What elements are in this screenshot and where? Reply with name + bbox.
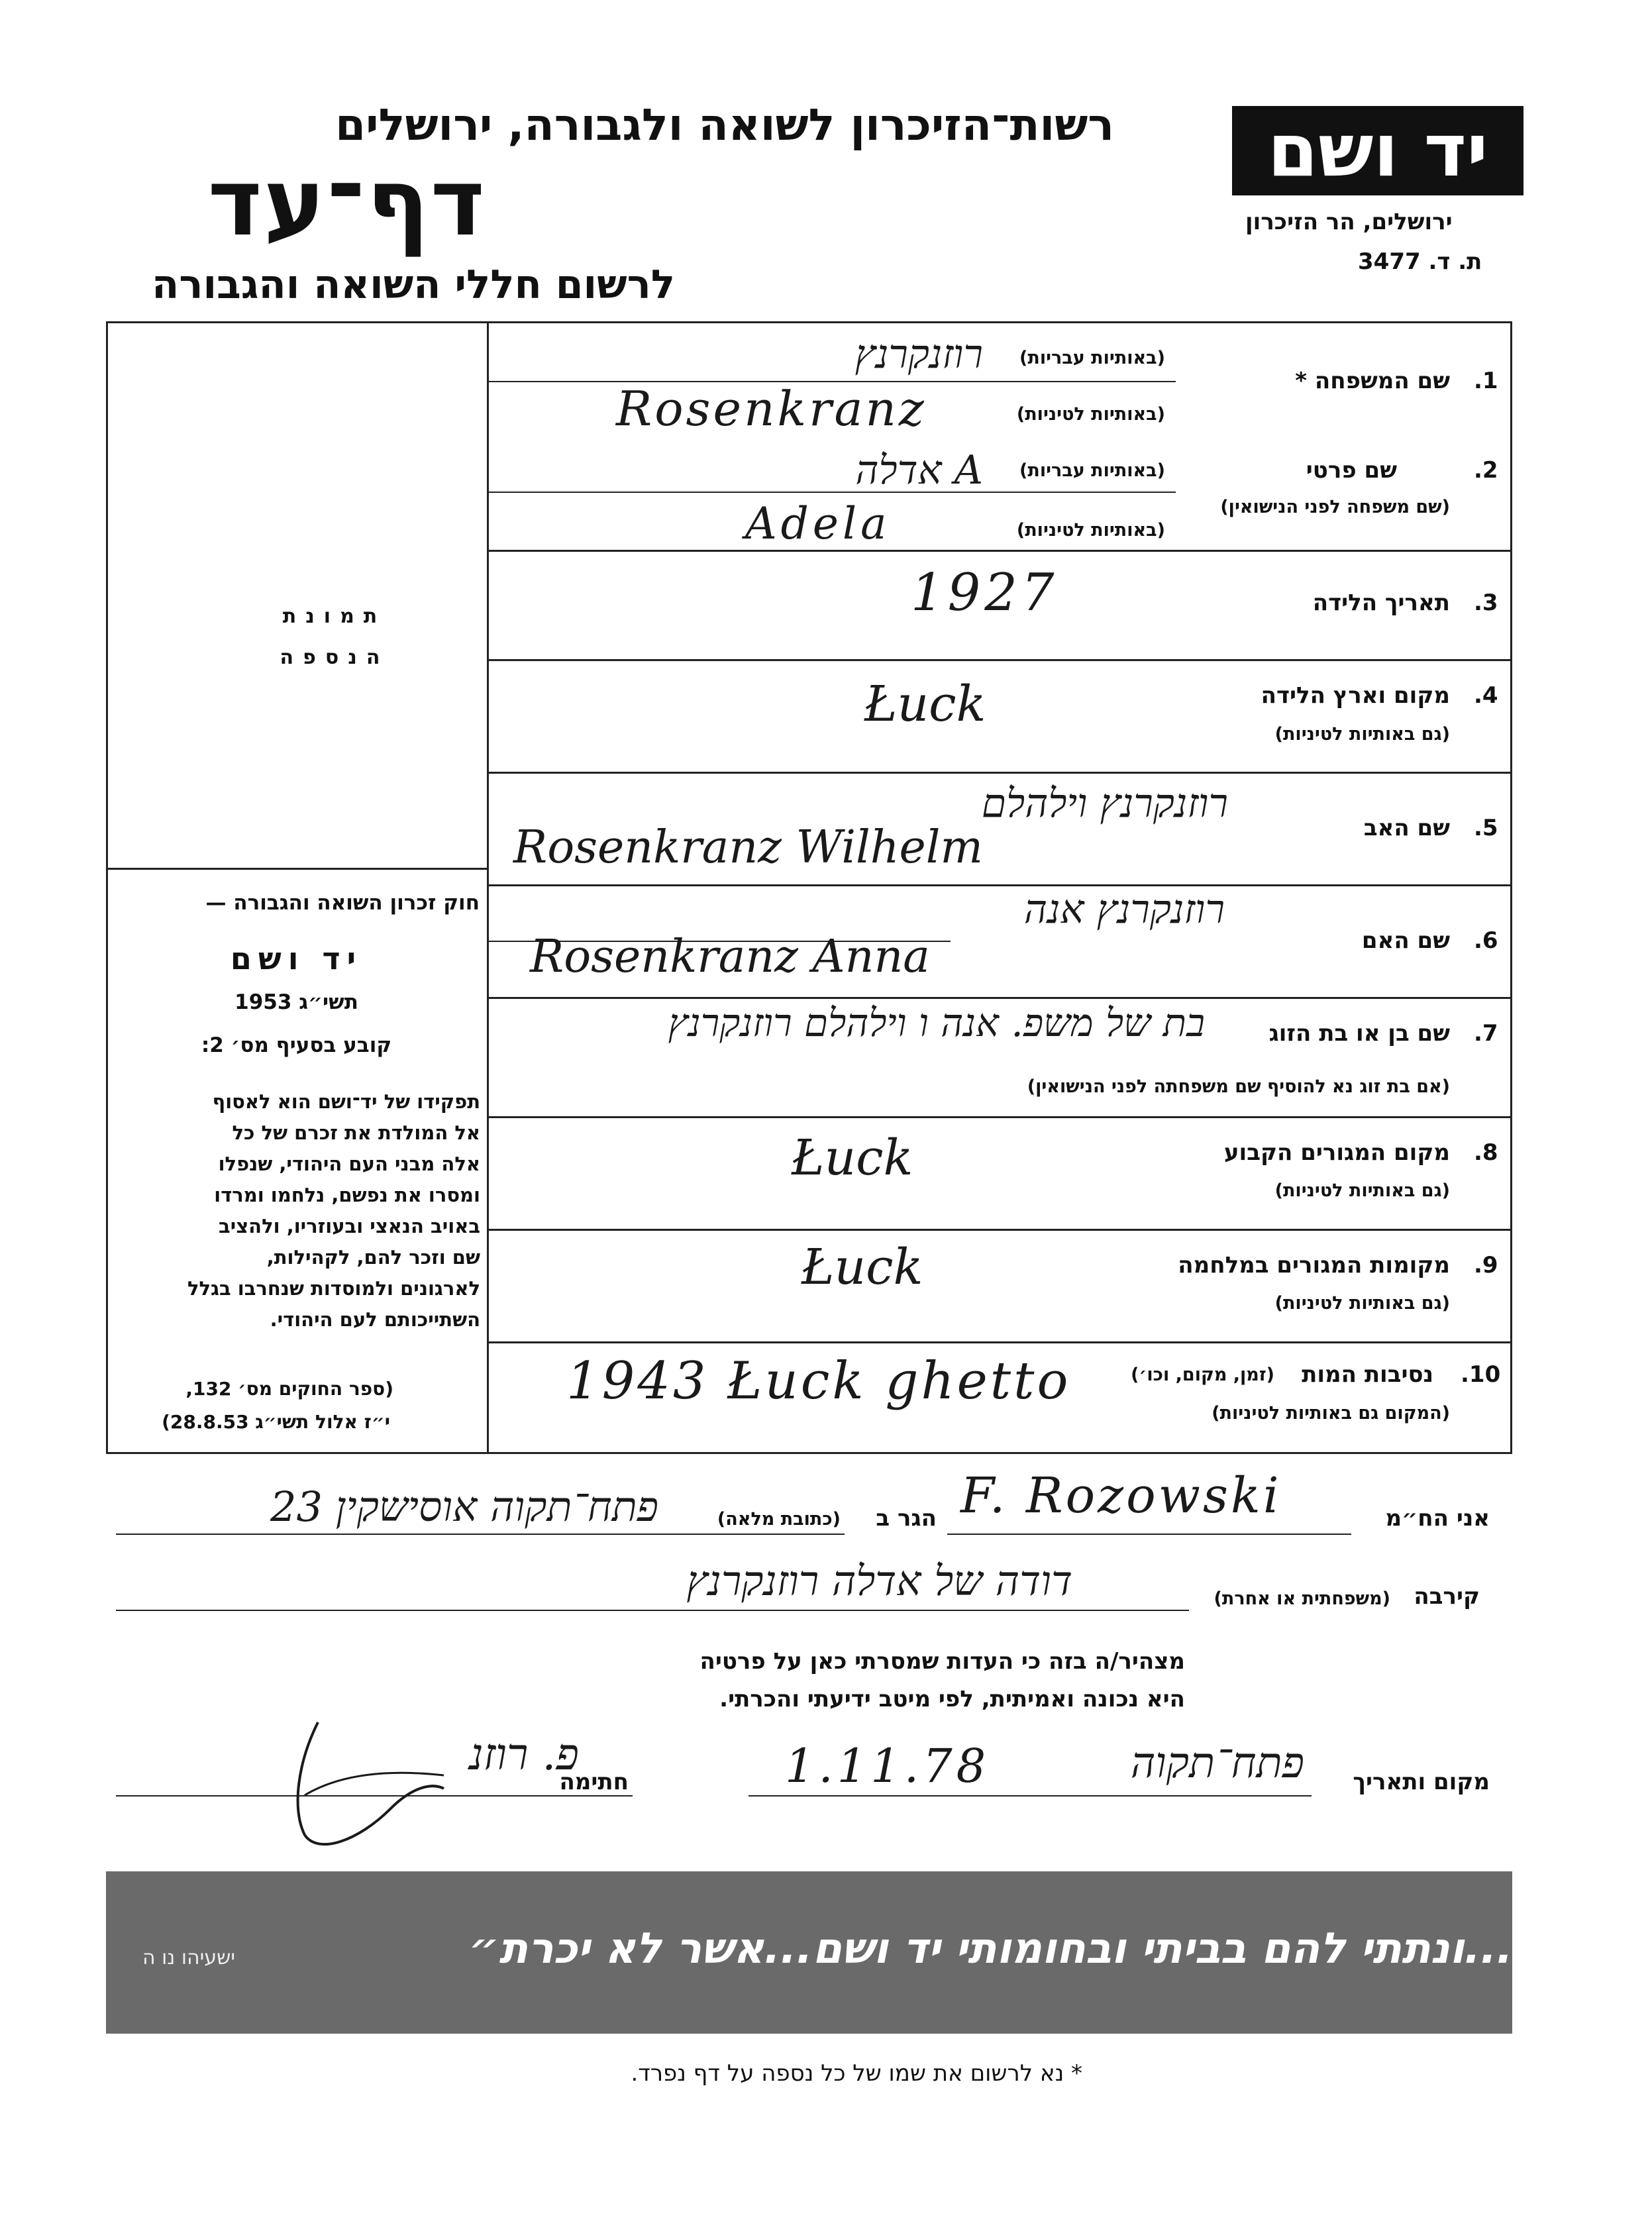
latin-letters-hint: (גם באותיות לטיניות) bbox=[1274, 1180, 1450, 1201]
spouse-name-value: בת של משפ. אנה ו וילהלם רוזנקרנץ bbox=[668, 1000, 1205, 1045]
value-line bbox=[116, 1610, 1189, 1611]
law-source-1: (ספר החוקים מס׳ 132, bbox=[185, 1378, 393, 1400]
field-number: 10. bbox=[1461, 1361, 1501, 1388]
father-name-hebrew-value: רוזנקרנץ וילהלם bbox=[981, 780, 1228, 827]
row-divider bbox=[487, 884, 1512, 886]
pobox-line: ת. ד. 3477 bbox=[1358, 248, 1482, 275]
latin-letters-hint: (המקום גם באותיות לטיניות) bbox=[1212, 1403, 1450, 1424]
law-year: תשי״ג 1953 bbox=[234, 990, 358, 1014]
field-number: 3. bbox=[1474, 590, 1498, 616]
row-divider bbox=[487, 997, 1512, 999]
surname-hebrew-value: רוזנקרנץ bbox=[854, 331, 983, 378]
surname-label: שם המשפחה * bbox=[1295, 368, 1450, 394]
law-text-line: תפקידו של יד־ושם הוא לאסוף bbox=[212, 1090, 480, 1113]
law-text-line: אל המולדת את זכרם של כל bbox=[232, 1121, 480, 1144]
photo-placeholder-label bbox=[235, 596, 434, 678]
signature-label: חתימה bbox=[559, 1769, 629, 1795]
field-number: 7. bbox=[1474, 1020, 1498, 1047]
death-circumstances-value: 1943 Łuck ghetto bbox=[566, 1351, 1071, 1411]
row-divider bbox=[487, 550, 1512, 552]
signature-scribble bbox=[278, 1709, 497, 1861]
address-hint: (כתובת מלאה) bbox=[717, 1509, 841, 1530]
death-circumstances-label: נסיבות המות bbox=[1302, 1361, 1433, 1388]
field-number: 8. bbox=[1474, 1139, 1498, 1166]
declarant-name-value: F. Rozowski bbox=[960, 1467, 1282, 1524]
law-title: חוק זכרון השואה והגבורה — bbox=[205, 891, 480, 915]
first-name-label: שם פרטי bbox=[1306, 457, 1397, 484]
banner-quote: ״...ונתתי להם בביתי ובחומותי יד ושם...אשר לא יכרת״ bbox=[468, 1924, 1543, 1973]
photo-box-divider bbox=[106, 868, 489, 870]
birth-date-label: תאריך הלידה bbox=[1312, 590, 1450, 616]
relation-hint: (משפחתית או אחרת) bbox=[1213, 1588, 1390, 1609]
value-line bbox=[116, 1534, 845, 1535]
declaration-statement-line-1: מצהיר/ה בזה כי העדות שמסרתי כאן על פרטיה bbox=[699, 1648, 1185, 1675]
law-text-line: שם וזכר להם, לקהילות, bbox=[266, 1246, 480, 1269]
law-text bbox=[123, 1086, 480, 1335]
death-circumstances-hint: (זמן, מקום, וכו׳) bbox=[1131, 1365, 1274, 1385]
value-line bbox=[487, 492, 1176, 493]
field-number: 2. bbox=[1474, 457, 1498, 484]
maiden-name-hint: (שם משפחה לפני הנישואין) bbox=[1220, 497, 1450, 517]
field-number: 9. bbox=[1474, 1252, 1498, 1278]
latin-letters-hint: (גם באותיות לטיניות) bbox=[1274, 724, 1450, 745]
law-text-line: באויב הנאצי ובעוזריו, ולהציב bbox=[219, 1215, 480, 1237]
banner-source: ישעיהו נו ה bbox=[142, 1946, 236, 1969]
birth-place-value: Łuck bbox=[864, 676, 986, 733]
law-text-line: לארגונים ולמוסדות שנחרבו בגלל bbox=[187, 1277, 480, 1300]
birth-place-label: מקום וארץ הלידה bbox=[1261, 682, 1450, 709]
law-text-line: אלה מבני העם היהודי, שנפלו bbox=[218, 1153, 480, 1175]
mother-name-latin-value: Rosenkranz Anna bbox=[530, 931, 930, 983]
org-title: רשות־הזיכרון לשואה ולגבורה, ירושלים bbox=[335, 99, 1114, 150]
birth-date-value: 1927 bbox=[911, 563, 1058, 623]
father-name-label: שם האב bbox=[1363, 815, 1450, 841]
father-name-latin-value: Rosenkranz Wilhelm bbox=[513, 821, 984, 874]
row-divider bbox=[487, 1116, 1512, 1118]
row-divider bbox=[487, 1341, 1512, 1343]
spouse-name-label: שם בן או בת הזוג bbox=[1268, 1020, 1450, 1047]
page-subtitle: לרשום חללי השואה והגבורה bbox=[152, 262, 675, 308]
value-line bbox=[947, 1534, 1351, 1535]
declaration-statement-line-2: היא נכונה ואמיתית, לפי מיטב ידיעתי והכרתי. bbox=[719, 1686, 1185, 1712]
first-name-latin-value: Adela bbox=[745, 498, 891, 549]
law-text-line: השתייכותם לעם היהודי. bbox=[270, 1308, 480, 1331]
address-line: ירושלים, הר הזיכרון bbox=[1245, 209, 1453, 235]
latin-letters-hint: (גם באותיות לטיניות) bbox=[1274, 1293, 1450, 1314]
row-divider bbox=[487, 659, 1512, 661]
lives-at-label: הגר ב bbox=[876, 1505, 937, 1532]
place-date-label: מקום ותאריך bbox=[1353, 1769, 1490, 1795]
spouse-maiden-hint: (אם בת זוג נא להוסיף שם משפחתה לפני הנישואין) bbox=[1027, 1076, 1450, 1097]
law-text-line: ומסרו את נפשם, נלחמו ומרדו bbox=[214, 1184, 480, 1206]
first-name-hebrew-value: A אדלה bbox=[855, 447, 983, 494]
latin-letters-hint: (באותיות לטיניות) bbox=[1016, 404, 1165, 425]
field-number: 5. bbox=[1474, 815, 1498, 841]
mother-name-label: שם האם bbox=[1361, 927, 1450, 954]
photo-label-line-2: הנספה bbox=[280, 646, 389, 669]
field-number: 4. bbox=[1474, 682, 1498, 709]
hebrew-letters-hint: (באותיות עבריות) bbox=[1019, 348, 1165, 368]
declarant-address-value: פתח־תקוה אוסישקין 23 bbox=[270, 1483, 658, 1531]
wartime-residence-value: Łuck bbox=[801, 1239, 923, 1296]
yad-vashem-logo: יד ושם bbox=[1232, 106, 1523, 195]
footnote: * נא לרשום את שמו של כל נספה על דף נפרד. bbox=[631, 2060, 1082, 2087]
relation-value: דודה של אדלה רוזנקרנץ bbox=[686, 1557, 1072, 1605]
signature-value: פ. רוזנ bbox=[469, 1729, 579, 1780]
value-line bbox=[749, 1795, 1312, 1796]
page-title: דף־עד bbox=[207, 149, 486, 257]
law-name: יד ושם bbox=[230, 941, 363, 976]
surname-latin-value: Rosenkranz bbox=[616, 381, 927, 437]
field-number: 1. bbox=[1474, 368, 1498, 394]
row-divider bbox=[487, 1229, 1512, 1231]
declarant-label: אני הח״מ bbox=[1385, 1505, 1490, 1532]
law-clause: קובע בסעיף מס׳ 2: bbox=[201, 1033, 392, 1057]
permanent-residence-value: Łuck bbox=[792, 1129, 913, 1186]
permanent-residence-label: מקום המגורים הקבוע bbox=[1223, 1139, 1450, 1166]
mother-name-hebrew-value: רוזנקרנץ אנה bbox=[1023, 886, 1225, 933]
row-divider bbox=[487, 772, 1512, 774]
relation-label: קירבה bbox=[1414, 1583, 1480, 1610]
hebrew-letters-hint: (באותיות עבריות) bbox=[1019, 460, 1165, 481]
field-number: 6. bbox=[1474, 927, 1498, 954]
wartime-residence-label: מקומות המגורים במלחמה bbox=[1178, 1252, 1450, 1278]
latin-letters-hint: (באותיות לטיניות) bbox=[1016, 520, 1165, 541]
photo-label-line-1: תמונת bbox=[282, 605, 387, 628]
date-value: 1.11.78 bbox=[785, 1739, 990, 1793]
place-value: פתח־תקוה bbox=[1130, 1739, 1304, 1788]
law-source-2: י״ז אלול תשי״ג 28.8.53) bbox=[162, 1411, 390, 1433]
